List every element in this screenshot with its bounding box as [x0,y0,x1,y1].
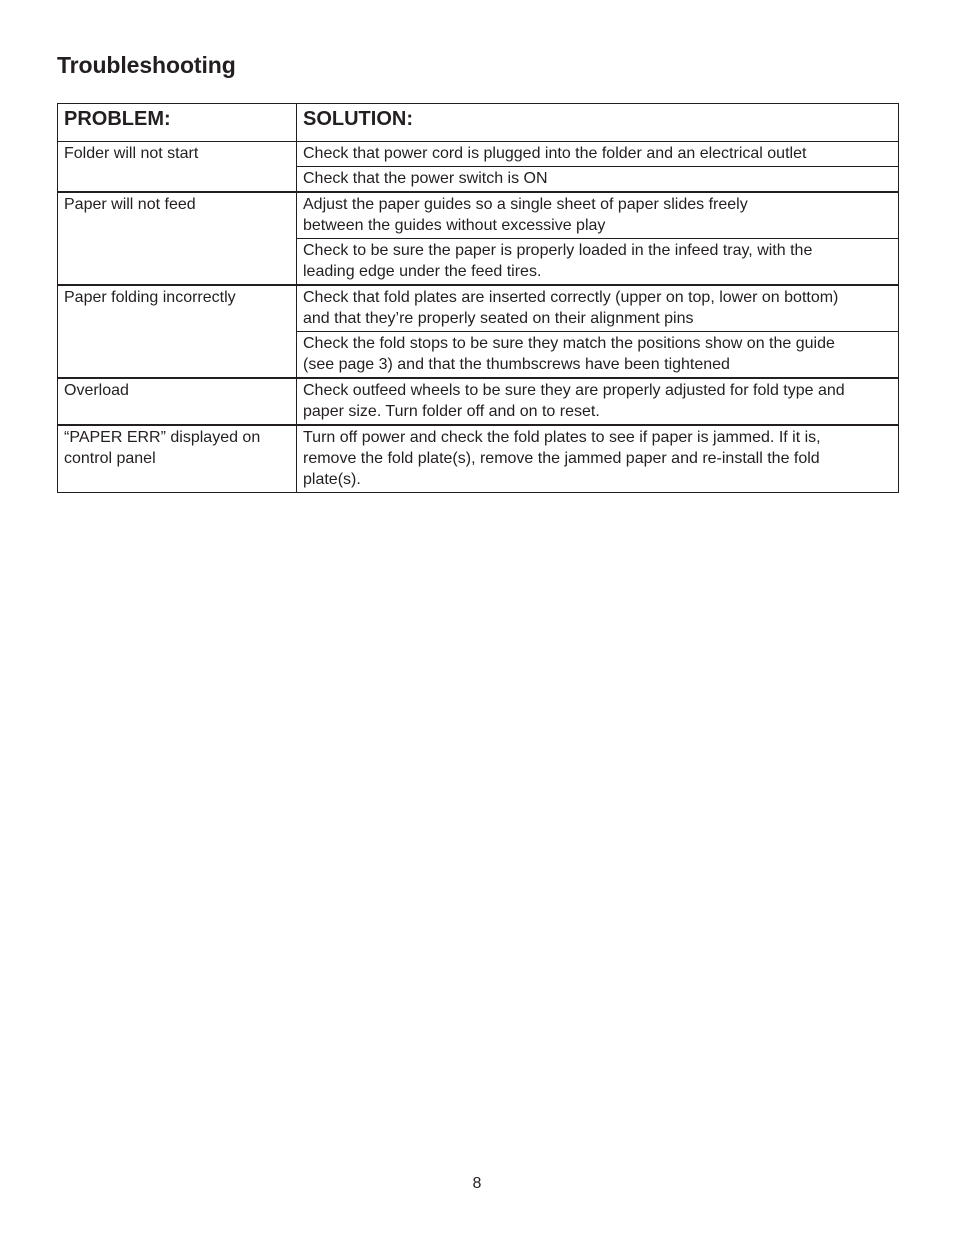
problem-text: “PAPER ERR” displayed on control panel [64,429,261,467]
page-number: 8 [472,1175,482,1192]
solution-text: Turn off power and check the fold plates to see if paper is jammed. If it is, remove the fold plate(s), remove the jammed paper and re-install the fold plate(s). [303,429,821,488]
table-row [58,142,899,167]
solution-cell [297,142,899,167]
solution-cell [297,425,899,493]
problem-column-header: PROBLEM: [58,104,297,142]
solution-text: Check that the power switch is ON [303,170,548,187]
solution-text: Check that fold plates are inserted correctly (upper on top, lower on bottom) and that they’re properly seated on their alignment pins [303,289,839,327]
problem-text: Paper folding incorrectly [64,289,236,306]
problem-cell [58,425,297,493]
solution-text: Adjust the paper guides so a single sheet of paper slides freely between the guides without excessive play [303,196,748,234]
table-row [58,285,899,332]
solution-text: Check the fold stops to be sure they match the positions show on the guide (see page 3) and that the thumbscrews have been tightened [303,335,835,373]
problem-text: Overload [64,382,129,399]
solution-cell [297,167,899,193]
solution-text: Check that power cord is plugged into the folder and an electrical outlet [303,145,807,162]
solution-text: Check outfeed wheels to be sure they are properly adjusted for fold type and paper size. Turn folder off and on to reset. [303,382,845,420]
table-row [58,192,899,239]
solution-cell [297,285,899,332]
problem-text: Folder will not start [64,145,199,162]
table-row [58,378,899,425]
solution-cell [297,192,899,239]
solution-cell [297,239,899,286]
problem-cell [58,378,297,425]
problem-cell [58,285,297,378]
solution-cell [297,332,899,379]
problem-cell [58,142,297,193]
page-title: Troubleshooting [57,52,236,78]
problem-cell [58,192,297,285]
solution-column-header: SOLUTION: [297,104,899,142]
solution-text: Check to be sure the paper is properly loaded in the infeed tray, with the leading edge under the feed tires. [303,242,813,280]
troubleshooting-table [57,103,899,493]
table-row [58,425,899,493]
table-header-row [58,104,899,142]
solution-cell [297,378,899,425]
problem-text: Paper will not feed [64,196,196,213]
